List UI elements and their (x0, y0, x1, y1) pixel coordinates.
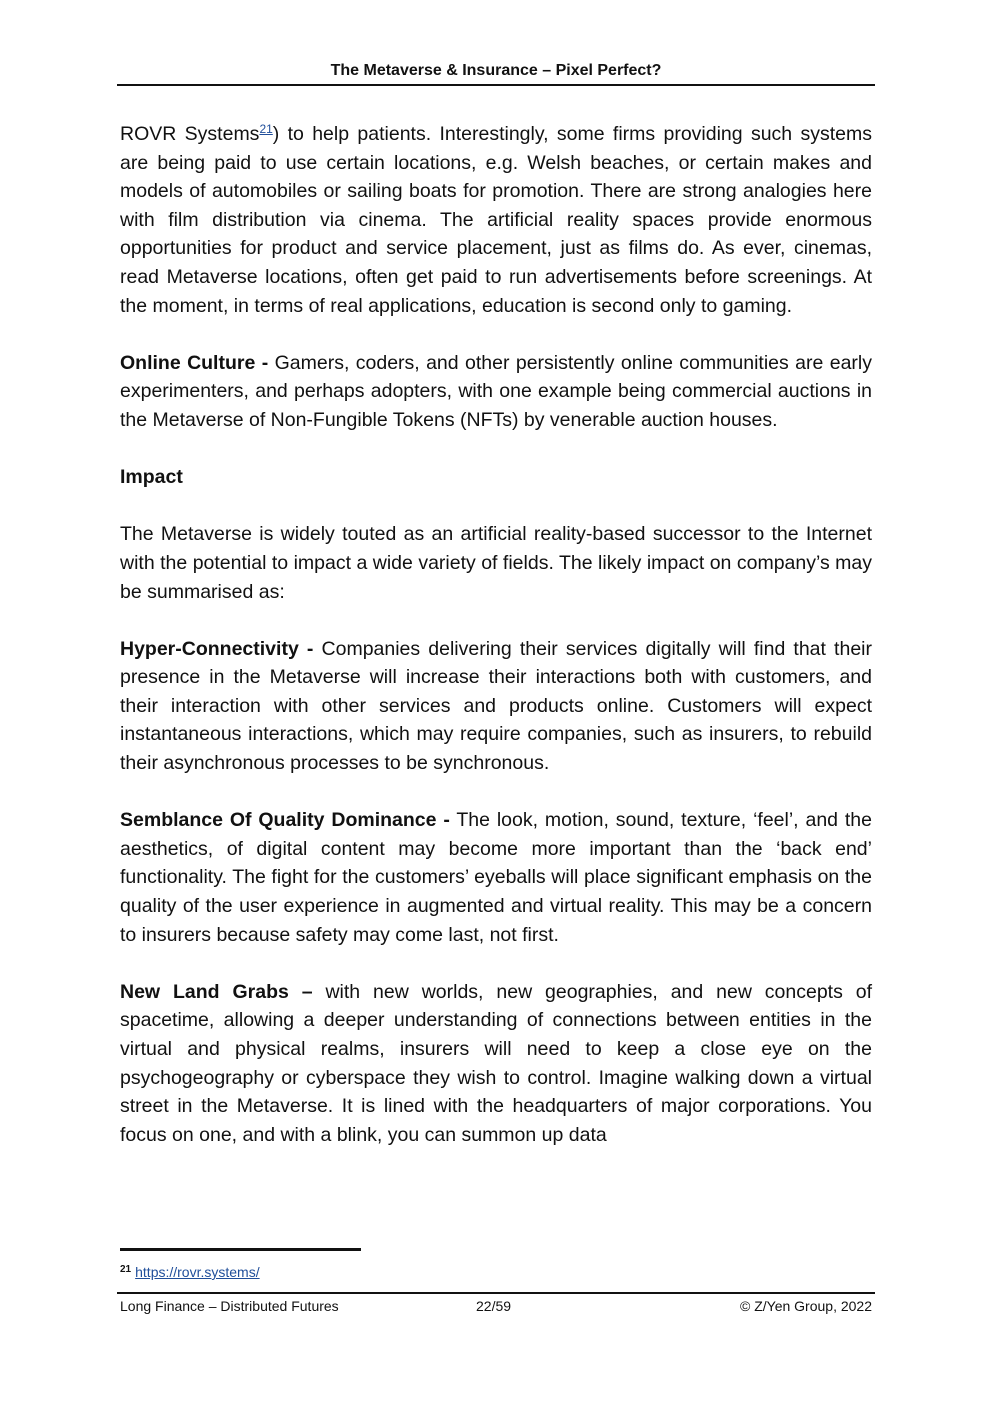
land-grabs-heading: New Land Grabs – (120, 980, 313, 1003)
hyper-connectivity-heading: Hyper-Connectivity - (120, 637, 314, 660)
online-culture-heading: Online Culture - (120, 351, 269, 374)
semblance-heading: Semblance Of Quality Dominance - (120, 809, 450, 832)
footer-publisher: Long Finance – Distributed Futures (120, 1298, 339, 1314)
online-culture-text: Gamers, coders, and other persistently online communities are early experimenters, and perhaps adopters, with one example being commercial auctions in the Metaverse of Non-Fungible Tokens (NFTs) by venerable auction houses. (120, 351, 872, 431)
footnote-divider (120, 1248, 361, 1251)
impact-heading: Impact (120, 466, 183, 489)
footnote-ref-21[interactable]: 21 (259, 122, 273, 136)
paragraph-semblance (120, 806, 872, 949)
paragraph-land-grabs (120, 978, 872, 1150)
footnote-link[interactable]: https://rovr.systems/ (135, 1264, 260, 1280)
semblance-text: The look, motion, sound, texture, ‘feel’, and the aesthetics, of digital content may become more important than the ‘back end’ functionality. The fight for the customers’ eyeballs will place significant emphasis on the quality of the user experience in augmented and virtual reality. This may be a concern to insurers because safety may come last, not first. (120, 809, 872, 946)
paragraph-text: ) to help patients. Interestingly, some firms providing such systems are being paid to use certain locations, e.g. Welsh beaches, or certain makes and models of automobiles or sailing boats for promotion. There are strong analogies here with film distribution via cinema. The artificial reality spaces provide enormous opportunities for product and service placement, just as films do. As ever, cinemas, read Metaverse locations, often get paid to run advertisements before screenings. At the moment, in terms of real applications, education is second only to gaming. (120, 123, 872, 317)
footer-copyright: © Z/Yen Group, 2022 (740, 1298, 872, 1314)
paragraph-online-culture (120, 349, 872, 435)
body-text (120, 120, 872, 1149)
paragraph-hyper-connectivity (120, 635, 872, 778)
paragraph-lead: ROVR Systems (120, 123, 260, 145)
page-footer (120, 1296, 872, 1316)
paragraph-rovr (120, 120, 872, 320)
paragraph-impact-intro: The Metaverse is widely touted as an artificial reality-based successor to the Internet with the potential to impact a wide variety of fields. The likely impact on company’s may be summarised as: (120, 523, 872, 603)
header-divider (117, 84, 875, 86)
footer-divider (117, 1292, 875, 1294)
hyper-connectivity-text: Companies delivering their services digitally will find that their presence in the Metaverse will increase their interactions both with customers, and their interaction with other services and products online. Customers will expect instantaneous interactions, which may require companies, such as insurers, to rebuild their asynchronous processes to be synchronous. (120, 637, 872, 775)
footnote-21 (120, 1262, 260, 1282)
footnote-number: 21 (120, 1264, 132, 1275)
land-grabs-text: with new worlds, new geographies, and new concepts of spacetime, allowing a deeper understanding of connections between entities in the virtual and physical realms, insurers will need to keep a close eye on the psychogeography or cyberspace they wish to control. Imagine walking down a virtual street in the Metaverse. It is lined with the headquarters of major corporations. You focus on one, and with a blink, you can summon up data (120, 980, 872, 1146)
section-heading-impact (120, 463, 872, 492)
page-number: 22/59 (476, 1298, 512, 1314)
page-header-title: The Metaverse & Insurance – Pixel Perfect? (330, 62, 662, 79)
